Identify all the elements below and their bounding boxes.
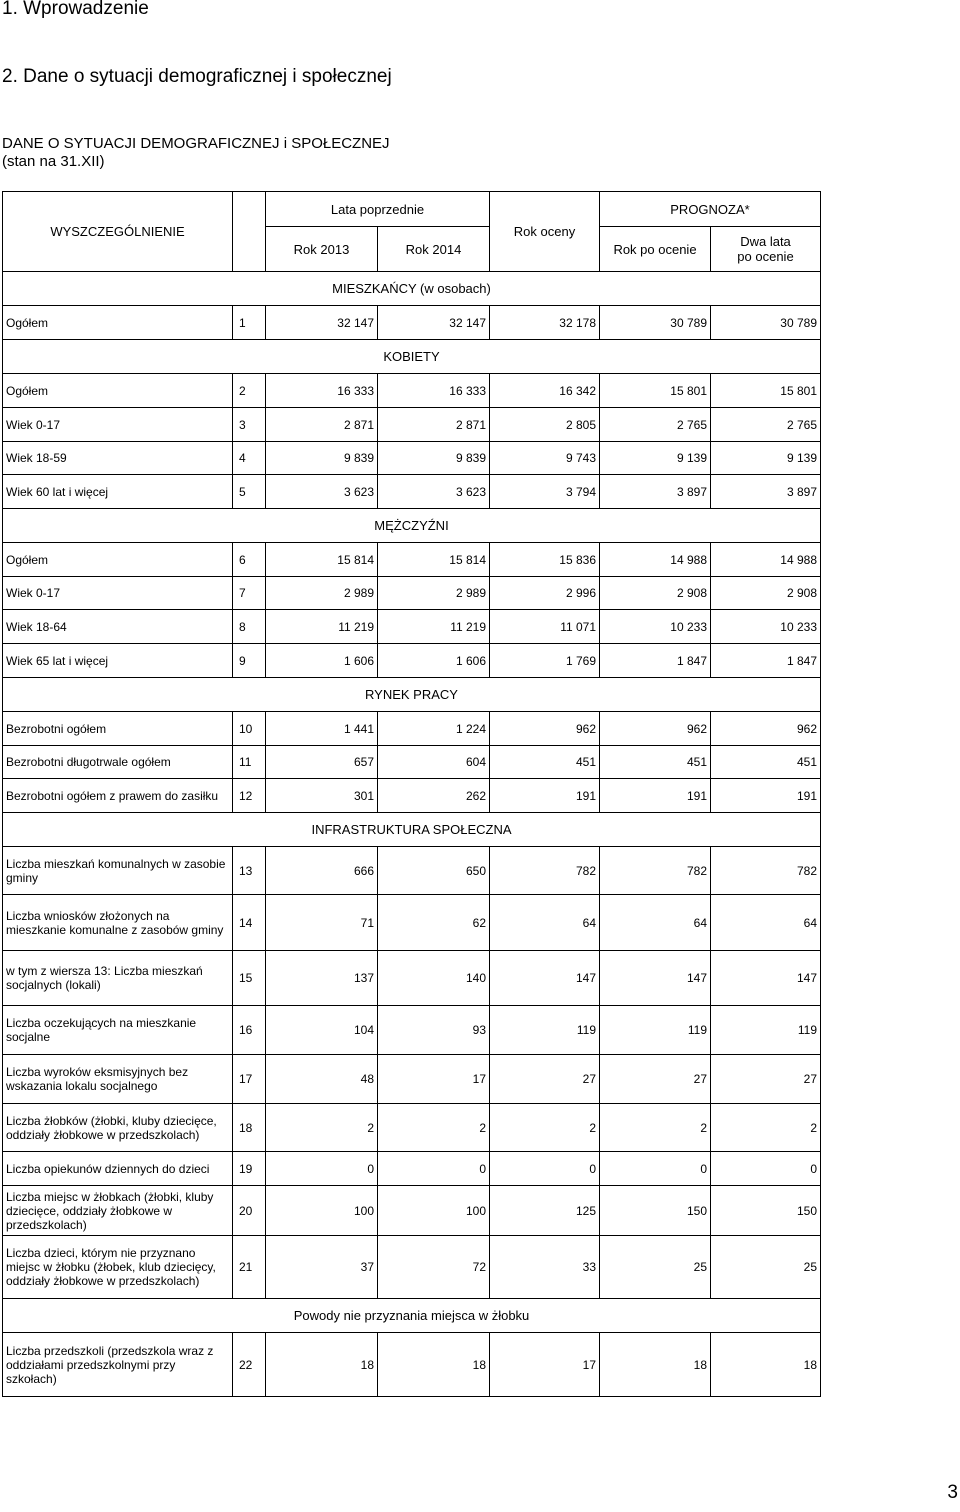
row-label: Liczba miejsc w żłobkach (żłobki, kluby dziecięce, oddziały żłobkowe w przedszkolach) xyxy=(3,1186,233,1236)
row-label: Wiek 60 lat i więcej xyxy=(3,475,233,509)
value-cell: 30 789 xyxy=(711,306,821,340)
value-cell: 15 836 xyxy=(490,543,600,577)
row-label: Wiek 0-17 xyxy=(3,577,233,610)
value-cell: 1 606 xyxy=(378,644,490,678)
page-number: 3 xyxy=(947,1482,958,1503)
table-row xyxy=(3,1152,821,1186)
value-cell: 10 233 xyxy=(711,610,821,644)
value-cell: 15 801 xyxy=(711,374,821,408)
section-title: RYNEK PRACY xyxy=(3,678,821,712)
row-number: 1 xyxy=(233,306,266,340)
row-number: 19 xyxy=(233,1152,266,1186)
value-cell: 137 xyxy=(266,951,378,1006)
row-number: 6 xyxy=(233,543,266,577)
section-header-row xyxy=(3,340,821,374)
value-cell: 0 xyxy=(711,1152,821,1186)
value-cell: 962 xyxy=(600,712,711,746)
value-cell: 451 xyxy=(600,746,711,779)
value-cell: 1 441 xyxy=(266,712,378,746)
value-cell: 18 xyxy=(378,1333,490,1397)
row-label: Wiek 18-64 xyxy=(3,610,233,644)
row-label: Wiek 0-17 xyxy=(3,408,233,442)
row-label: Liczba żłobków (żłobki, kluby dziecięce, oddziały żłobkowe w przedszkolach) xyxy=(3,1104,233,1152)
table-row xyxy=(3,779,821,813)
value-cell: 25 xyxy=(600,1236,711,1299)
value-cell: 37 xyxy=(266,1236,378,1299)
header-forecast: PROGNOZA* xyxy=(600,192,821,227)
value-cell: 18 xyxy=(266,1333,378,1397)
table-row xyxy=(3,1333,821,1397)
caption-line-2: (stan na 31.XII) xyxy=(2,153,105,170)
row-number: 11 xyxy=(233,746,266,779)
row-number: 17 xyxy=(233,1055,266,1104)
value-cell: 2 871 xyxy=(378,408,490,442)
value-cell: 100 xyxy=(266,1186,378,1236)
value-cell: 64 xyxy=(711,895,821,951)
value-cell: 0 xyxy=(600,1152,711,1186)
table-row xyxy=(3,1055,821,1104)
row-label: Liczba dzieci, którym nie przyznano miejsc w żłobku (żłobek, klub dziecięcy, oddziały żłobkowe w przedszkolach) xyxy=(3,1236,233,1299)
value-cell: 72 xyxy=(378,1236,490,1299)
value-cell: 9 139 xyxy=(600,442,711,475)
value-cell: 64 xyxy=(600,895,711,951)
value-cell: 657 xyxy=(266,746,378,779)
value-cell: 32 178 xyxy=(490,306,600,340)
value-cell: 140 xyxy=(378,951,490,1006)
row-number: 13 xyxy=(233,847,266,895)
value-cell: 33 xyxy=(490,1236,600,1299)
table-row xyxy=(3,577,821,610)
value-cell: 782 xyxy=(600,847,711,895)
table-row xyxy=(3,1104,821,1152)
value-cell: 2 xyxy=(600,1104,711,1152)
row-number: 8 xyxy=(233,610,266,644)
header-after-2-line-1: Dwa lata xyxy=(740,234,791,249)
value-cell: 962 xyxy=(490,712,600,746)
section-title: Powody nie przyznania miejsca w żłobku xyxy=(3,1299,821,1333)
heading-introduction: 1. Wprowadzenie xyxy=(2,0,149,19)
section-title: MĘŻCZYŹNI xyxy=(3,509,821,543)
value-cell: 0 xyxy=(490,1152,600,1186)
value-cell: 962 xyxy=(711,712,821,746)
table-row xyxy=(3,951,821,1006)
row-number: 2 xyxy=(233,374,266,408)
value-cell: 119 xyxy=(711,1006,821,1055)
value-cell: 17 xyxy=(490,1333,600,1397)
table-row xyxy=(3,712,821,746)
value-cell: 25 xyxy=(711,1236,821,1299)
section-header-row xyxy=(3,678,821,712)
value-cell: 191 xyxy=(711,779,821,813)
value-cell: 27 xyxy=(490,1055,600,1104)
value-cell: 782 xyxy=(711,847,821,895)
value-cell: 150 xyxy=(600,1186,711,1236)
table-row xyxy=(3,1236,821,1299)
value-cell: 2 989 xyxy=(378,577,490,610)
row-number: 4 xyxy=(233,442,266,475)
value-cell: 262 xyxy=(378,779,490,813)
section-header-row xyxy=(3,509,821,543)
section-header-row xyxy=(3,813,821,847)
table-row xyxy=(3,442,821,475)
row-label: Wiek 65 lat i więcej xyxy=(3,644,233,678)
value-cell: 17 xyxy=(378,1055,490,1104)
section-title: INFRASTRUKTURA SPOŁECZNA xyxy=(3,813,821,847)
value-cell: 27 xyxy=(711,1055,821,1104)
value-cell: 451 xyxy=(490,746,600,779)
value-cell: 27 xyxy=(600,1055,711,1104)
row-number: 12 xyxy=(233,779,266,813)
table-caption xyxy=(2,135,390,171)
row-label: Liczba oczekujących na mieszkanie socjalne xyxy=(3,1006,233,1055)
value-cell: 64 xyxy=(490,895,600,951)
value-cell: 191 xyxy=(490,779,600,813)
value-cell: 1 606 xyxy=(266,644,378,678)
row-number: 5 xyxy=(233,475,266,509)
row-label: Liczba opiekunów dziennych do dzieci xyxy=(3,1152,233,1186)
value-cell: 2 908 xyxy=(711,577,821,610)
value-cell: 650 xyxy=(378,847,490,895)
value-cell: 147 xyxy=(600,951,711,1006)
value-cell: 2 805 xyxy=(490,408,600,442)
table-row xyxy=(3,374,821,408)
row-label: Bezrobotni ogółem z prawem do zasiłku xyxy=(3,779,233,813)
row-label: Ogółem xyxy=(3,543,233,577)
header-prev-years: Lata poprzednie xyxy=(266,192,490,227)
header-after-2-line-2: po ocenie xyxy=(737,249,794,264)
row-label: Liczba przedszkoli (przedszkola wraz z oddziałami przedszkolnymi przy szkołach) xyxy=(3,1333,233,1397)
value-cell: 2 xyxy=(490,1104,600,1152)
row-number: 21 xyxy=(233,1236,266,1299)
value-cell: 100 xyxy=(378,1186,490,1236)
value-cell: 2 871 xyxy=(266,408,378,442)
row-label: Ogółem xyxy=(3,374,233,408)
row-number: 18 xyxy=(233,1104,266,1152)
value-cell: 16 342 xyxy=(490,374,600,408)
demographic-table xyxy=(2,191,821,1397)
value-cell: 71 xyxy=(266,895,378,951)
section-header-row xyxy=(3,272,821,306)
value-cell: 16 333 xyxy=(378,374,490,408)
header-num xyxy=(233,192,266,272)
value-cell: 2 908 xyxy=(600,577,711,610)
row-number: 3 xyxy=(233,408,266,442)
value-cell: 15 814 xyxy=(266,543,378,577)
value-cell: 782 xyxy=(490,847,600,895)
value-cell: 2 989 xyxy=(266,577,378,610)
value-cell: 30 789 xyxy=(600,306,711,340)
value-cell: 150 xyxy=(711,1186,821,1236)
value-cell: 15 801 xyxy=(600,374,711,408)
row-label: w tym z wiersza 13: Liczba mieszkań socjalnych (lokali) xyxy=(3,951,233,1006)
row-label: Liczba wyroków eksmisyjnych bez wskazania lokalu socjalnego xyxy=(3,1055,233,1104)
value-cell: 15 814 xyxy=(378,543,490,577)
header-wyszczegolnienie: WYSZCZEGÓLNIENIE xyxy=(3,192,233,272)
value-cell: 666 xyxy=(266,847,378,895)
header-after-1: Rok po ocenie xyxy=(600,227,711,272)
value-cell: 18 xyxy=(600,1333,711,1397)
value-cell: 191 xyxy=(600,779,711,813)
value-cell: 9 839 xyxy=(378,442,490,475)
value-cell: 14 988 xyxy=(600,543,711,577)
value-cell: 1 847 xyxy=(600,644,711,678)
value-cell: 10 233 xyxy=(600,610,711,644)
value-cell: 32 147 xyxy=(378,306,490,340)
row-label: Liczba mieszkań komunalnych w zasobie gminy xyxy=(3,847,233,895)
value-cell: 3 897 xyxy=(711,475,821,509)
value-cell: 9 139 xyxy=(711,442,821,475)
value-cell: 2 765 xyxy=(600,408,711,442)
value-cell: 9 839 xyxy=(266,442,378,475)
header-after-2 xyxy=(711,227,821,272)
section-title: MIESZKAŃCY (w osobach) xyxy=(3,272,821,306)
value-cell: 0 xyxy=(378,1152,490,1186)
value-cell: 451 xyxy=(711,746,821,779)
value-cell: 119 xyxy=(490,1006,600,1055)
row-number: 16 xyxy=(233,1006,266,1055)
table-row xyxy=(3,475,821,509)
row-label: Ogółem xyxy=(3,306,233,340)
row-number: 15 xyxy=(233,951,266,1006)
value-cell: 93 xyxy=(378,1006,490,1055)
value-cell: 3 794 xyxy=(490,475,600,509)
caption-line-1: DANE O SYTUACJI DEMOGRAFICZNEJ i SPOŁECZNEJ xyxy=(2,135,390,152)
table-row xyxy=(3,306,821,340)
value-cell: 18 xyxy=(711,1333,821,1397)
value-cell: 147 xyxy=(711,951,821,1006)
value-cell: 11 219 xyxy=(378,610,490,644)
section-title: KOBIETY xyxy=(3,340,821,374)
table-row xyxy=(3,644,821,678)
value-cell: 3 897 xyxy=(600,475,711,509)
value-cell: 604 xyxy=(378,746,490,779)
value-cell: 3 623 xyxy=(378,475,490,509)
table-row xyxy=(3,746,821,779)
table-row xyxy=(3,1006,821,1055)
table-row xyxy=(3,847,821,895)
row-label: Liczba wniosków złożonych na mieszkanie komunalne z zasobów gminy xyxy=(3,895,233,951)
value-cell: 48 xyxy=(266,1055,378,1104)
heading-demographics: 2. Dane o sytuacji demograficznej i społecznej xyxy=(2,66,392,87)
row-number: 10 xyxy=(233,712,266,746)
value-cell: 119 xyxy=(600,1006,711,1055)
row-label: Bezrobotni długotrwale ogółem xyxy=(3,746,233,779)
value-cell: 0 xyxy=(266,1152,378,1186)
value-cell: 32 147 xyxy=(266,306,378,340)
value-cell: 2 996 xyxy=(490,577,600,610)
value-cell: 1 769 xyxy=(490,644,600,678)
section-header-row xyxy=(3,1299,821,1333)
value-cell: 125 xyxy=(490,1186,600,1236)
value-cell: 16 333 xyxy=(266,374,378,408)
header-year-2014: Rok 2014 xyxy=(378,227,490,272)
table-row xyxy=(3,610,821,644)
value-cell: 11 071 xyxy=(490,610,600,644)
row-label: Bezrobotni ogółem xyxy=(3,712,233,746)
value-cell: 301 xyxy=(266,779,378,813)
header-year-2013: Rok 2013 xyxy=(266,227,378,272)
value-cell: 14 988 xyxy=(711,543,821,577)
value-cell: 11 219 xyxy=(266,610,378,644)
row-number: 20 xyxy=(233,1186,266,1236)
value-cell: 9 743 xyxy=(490,442,600,475)
table-row xyxy=(3,543,821,577)
row-number: 14 xyxy=(233,895,266,951)
row-label: Wiek 18-59 xyxy=(3,442,233,475)
value-cell: 1 224 xyxy=(378,712,490,746)
value-cell: 2 xyxy=(266,1104,378,1152)
row-number: 22 xyxy=(233,1333,266,1397)
table-row xyxy=(3,408,821,442)
row-number: 9 xyxy=(233,644,266,678)
value-cell: 104 xyxy=(266,1006,378,1055)
value-cell: 147 xyxy=(490,951,600,1006)
table-row xyxy=(3,895,821,951)
value-cell: 62 xyxy=(378,895,490,951)
value-cell: 3 623 xyxy=(266,475,378,509)
row-number: 7 xyxy=(233,577,266,610)
value-cell: 1 847 xyxy=(711,644,821,678)
header-eval-year: Rok oceny xyxy=(490,192,600,272)
value-cell: 2 765 xyxy=(711,408,821,442)
value-cell: 2 xyxy=(711,1104,821,1152)
value-cell: 2 xyxy=(378,1104,490,1152)
table-row xyxy=(3,1186,821,1236)
